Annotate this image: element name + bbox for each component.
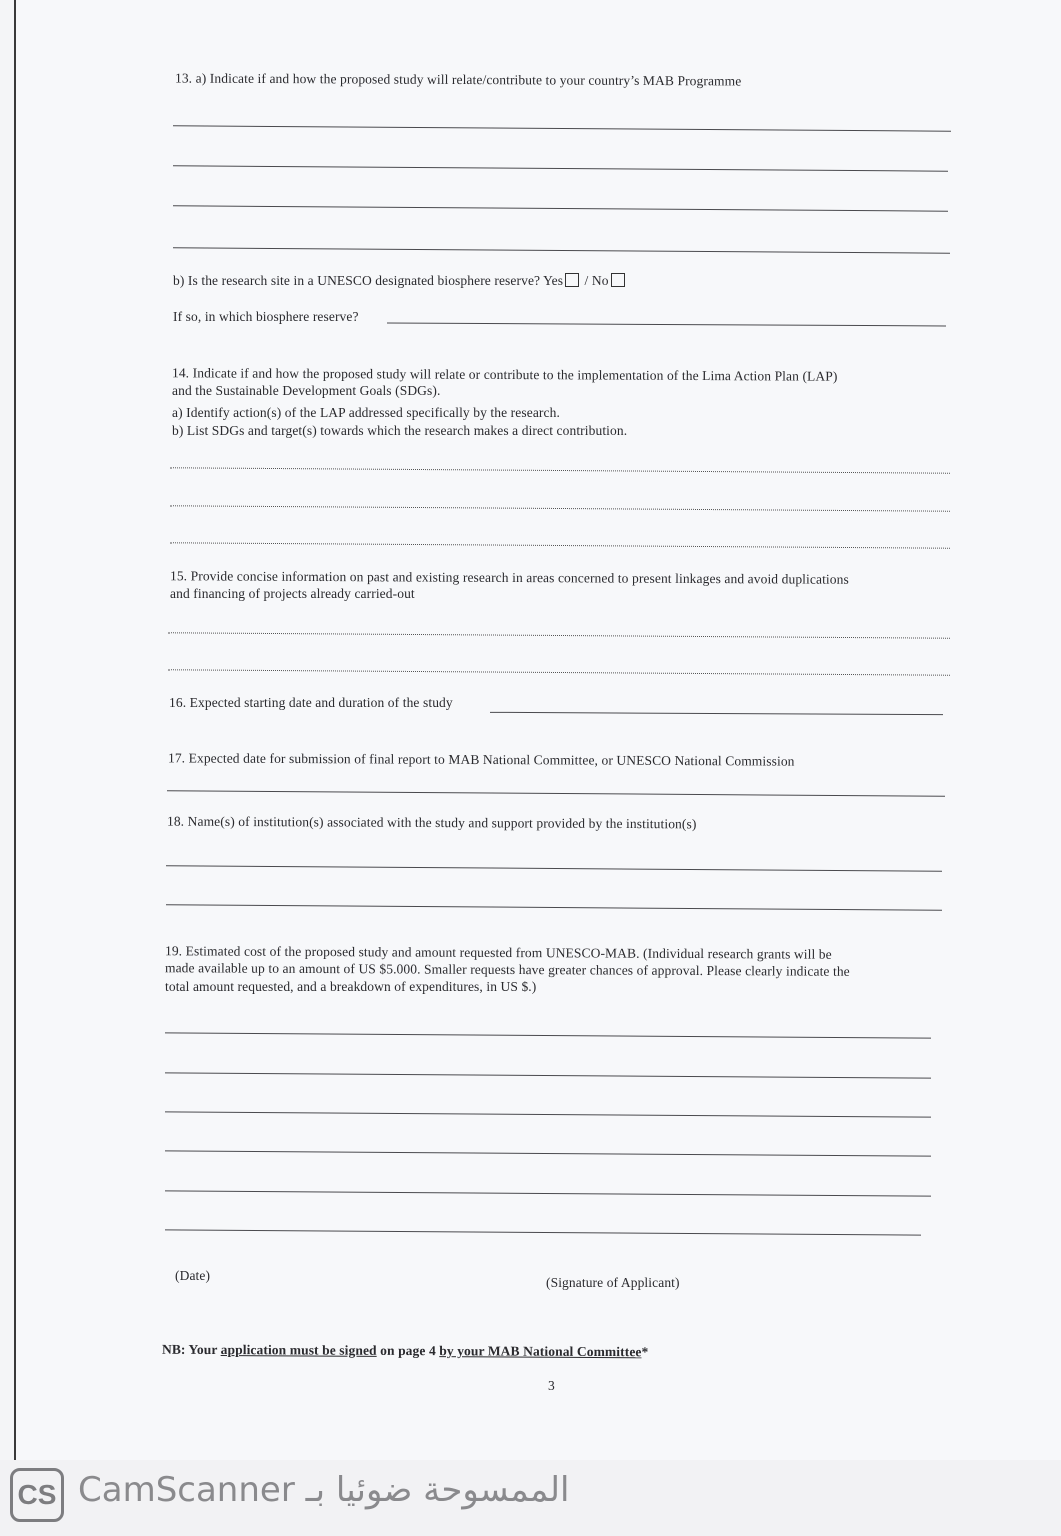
nb-middle: on page 4 [376,1342,440,1359]
yes-checkbox[interactable] [565,273,579,287]
page-number: 3 [548,1378,555,1393]
camscanner-arabic: الممسوحة ضوئيا بـ [305,1470,570,1510]
camscanner-logo: CS [10,1468,64,1522]
q14-a-text: a) Identify action(s) of the LAP addressed specifically by the research. [172,405,560,420]
yes-label: Yes [543,273,564,288]
form-page [14,0,1061,1460]
q13-b-text: b) Is the research site in a UNESCO designated biosphere reserve? [173,273,541,288]
q19-line-3: total amount requested, and a breakdown of expenditures, in US $.) [165,979,537,994]
q14-b-text: b) List SDGs and target(s) towards which the research makes a direct contribution. [172,423,628,438]
nb-underlined-1: application must be signed [220,1342,377,1358]
q18-text: 18. Name(s) of institution(s) associated with the study and support provided by the institution(s) [166,813,697,832]
nb-note [162,1342,648,1361]
q15-line-1: 15. Provide concise information on past and existing research in areas concerned to present linkages and avoid duplications [169,568,849,587]
q19-line-1: 19. Estimated cost of the proposed study and amount requested from UNESCO-MAB. (Individual research grants will be [164,943,832,962]
no-label: / No [584,273,609,288]
date-label: (Date) [175,1268,211,1283]
signature-label: (Signature of Applicant) [546,1275,680,1290]
nb-prefix: NB: Your [161,1341,221,1358]
no-checkbox[interactable] [611,273,625,287]
q19-line-2: made available up to an amount of US $5.000. Smaller requests have greater chances of approval. Please clearly indicate the [164,960,850,979]
q15-line-2: and financing of projects already carried-out [170,586,415,601]
nb-suffix: * [641,1344,649,1360]
camscanner-text: CamScanner [78,1470,295,1510]
q16-text: 16. Expected starting date and duration of the study [169,695,453,710]
q13-b-question [173,273,627,289]
q17-text: 17. Expected date for submission of final report to MAB National Committee, or UNESCO National Commission [167,750,795,769]
q14-line-2: and the Sustainable Development Goals (SDGs). [172,383,441,398]
q13-a-text: 13. a) Indicate if and how the proposed study will relate/contribute to your country’s MAB Programme [174,70,742,89]
nb-underlined-2: by your MAB National Committee [439,1343,642,1360]
camscanner-watermark [78,1470,569,1510]
q14-line-1: 14. Indicate if and how the proposed study will relate or contribute to the implementation of the Lima Action Plan (LAP) [171,365,838,384]
q13-if-so-text: If so, in which biosphere reserve? [173,309,359,324]
